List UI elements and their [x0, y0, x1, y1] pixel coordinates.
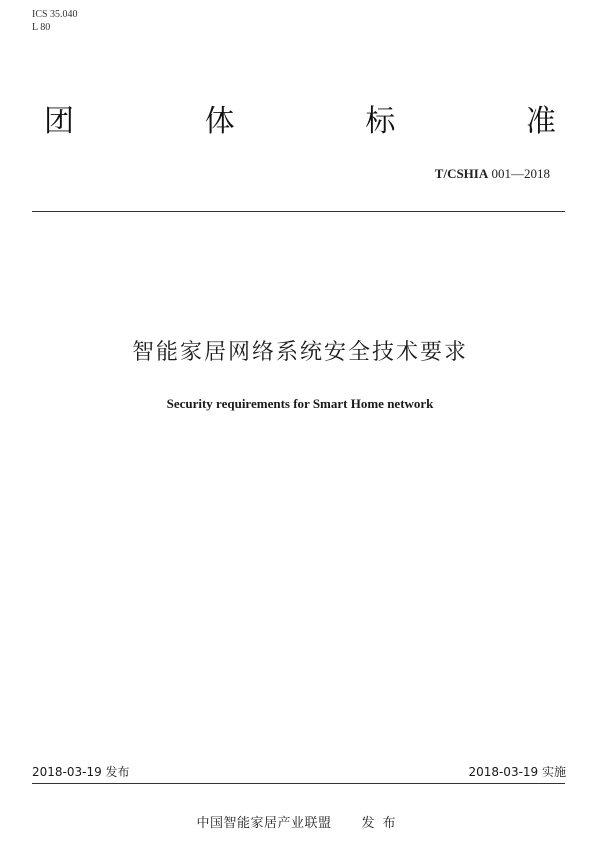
ccs-code: L 80 — [32, 22, 51, 33]
header-divider — [32, 211, 565, 212]
issue-date: 2018-03-19 发布 — [32, 765, 130, 779]
implementation-date: 2018-03-19 实施 — [468, 765, 566, 779]
title-english: Security requirements for Smart Home network — [166, 396, 434, 411]
doc-type-char: 准 — [525, 104, 556, 139]
footer-divider — [32, 783, 565, 784]
standard-number-value: 001—2018 — [491, 166, 550, 181]
doc-type-char: 标 — [365, 104, 396, 139]
publisher-action: 发布 — [361, 816, 404, 831]
doc-type-char: 体 — [204, 104, 235, 139]
ics-code: ICS 35.040 — [32, 9, 78, 20]
standard-number — [435, 166, 550, 182]
doc-type-char: 团 — [44, 104, 74, 139]
document-type-heading — [44, 102, 556, 142]
title-chinese: 智能家居网络系统安全技术要求 — [131, 340, 468, 365]
publisher-line — [0, 815, 600, 833]
standard-prefix: T/CSHIA — [434, 166, 489, 181]
classification-codes — [32, 8, 78, 34]
publisher-organization: 中国智能家居产业联盟 — [196, 816, 332, 831]
